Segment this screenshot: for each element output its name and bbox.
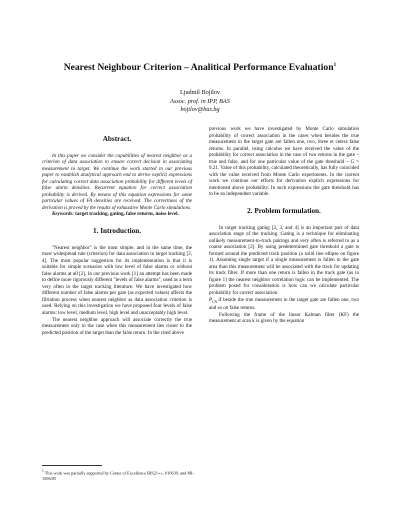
title-footnote-mark: 1 [333, 62, 337, 68]
author-email: bojilov@bas.bg [180, 106, 220, 114]
author-block [0, 89, 400, 115]
right-paragraph-1: previous work we have investigated by Monte Carlo simulation probability of correct association in the cases when besides the true measurement in the target gate are fallen one, two, three et cetera false returns. In parallel, using calculus we have received the value of the probability for correct association in the case of two returns in the gate – true and false, and for one particular value of the gate threshold – G = 9.21. Value of this probability, calculated theoretically, has fully coincided with the value received from Monte Carlo experiments. In the current work we continue our efforts for derivation explicit expressions for mentioned above probability. In such expressions the gate threshold has to be an independent variable. [209, 126, 359, 198]
keywords-text: target tracking, gating, false returns, noise level. [75, 211, 179, 218]
footnote-mark: 1 [42, 469, 44, 473]
right-paragraph-2: In target tracking gating [2, 3, and 4] is an important part of data association stage of the tracking. Gating is a technique for eliminating unlikely measurement-to-track pairings and very often is referred to as a coarse association [2]. By using predetermined gate threshold a gate is formed around the predicted track position (a solid line ellipse on figure 1). Assuming single target if a single measurement is fallen in the gate area than this measurement will be associated with the track for updating its track filter. If more than one return is fallen in the track gate (as in figure 1) the nearest neighbor correlation logic can be implemented. The problem posed for consideration is how can we calculate particular probability for correct association [209, 224, 359, 297]
right-paragraph-3 [209, 297, 359, 312]
footnote [42, 469, 202, 482]
footnote-divider [42, 465, 102, 466]
problem-heading: 2. Problem formulation. [247, 207, 321, 216]
keywords-label: Keywords: [52, 211, 74, 218]
intro-paragraph-1: "Nearest neighbor" is the most simple, and in the same time, the most widespread rule (criterion) for data association in target tracking [2, 4]. The most popular suggestion for its implementation is that it is suitable for simple scenarios with low level of false alarms or without false alarms at all [2]. In our previous work [1] an attempt has been made to define more rigorously different "levels of false alarms", used as a term very often in the target tracking literature. We have investigated how different number of false alarms per gate (as expected values) affects the filtration process when nearest neighbor as data association criterion is used. Relying on this investigation we have proposed four levels of false alarms: low level, medium level, high level and unacceptably high level. [42, 244, 192, 317]
intro-paragraph-2: The nearest neighbor approach will associate correctly the true measurement only in the case when this measurement lies closer to the predicted position of the target than the false return. In the cited above [42, 316, 192, 336]
abstract-heading: Abstract. [102, 135, 132, 143]
title-text: Nearest Neighbour Criterion – Analitical Performance Evaluation [63, 62, 334, 74]
author-affiliation: Assoc. prof. in IPP, BAS [170, 97, 230, 105]
keywords [42, 211, 192, 218]
right-paragraph-3-text: if beside the true measurement in the target gate are fallen one, two and so on false returns. [209, 296, 359, 312]
abstract-text: In this paper we consider the capabilities of nearest neighbor as a criterion of data association to ensure correct decision in associating measurement to target. We continue the work started in our previous paper to establish analytical approach end to derive explicit expressions for calculating correct data association probability for different levels of false alarm densities. Recurrent equation for correct association probability is derived. By means of this equation expressions for some particular values of FA densities are received. The correctness of the derivation is proved by the results of exhaustive Monte Carlo simulations. [42, 152, 192, 211]
author-name: Ljudmil Bojilov [179, 89, 221, 96]
footnote-text: This work was partially supported by Center of Excellence BIS21++, 016639, and MI-1506/05 [42, 470, 195, 482]
pca-symbol: P [209, 296, 213, 303]
right-paragraph-4: Following the frame of the linear Kalman filter (KF) the measurement at scan k is given by the equation [209, 311, 359, 325]
right-column [209, 126, 359, 325]
left-column [42, 126, 192, 336]
paper-title [0, 62, 400, 73]
pca-subscript: CA [212, 299, 217, 304]
intro-heading: 1. Introduction. [93, 227, 141, 236]
